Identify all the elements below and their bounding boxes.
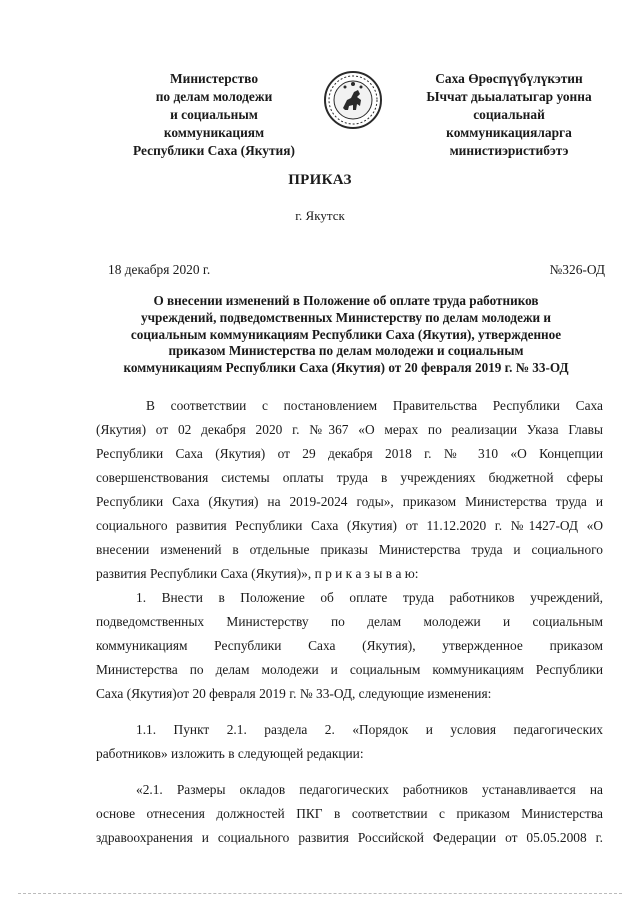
header-right-line: министиэристибэтэ	[449, 143, 569, 158]
text-line: (Якутия) от 02 декабря 2020 г. №367 «О мерах по реализации Указа Главы	[96, 422, 603, 437]
text-line: 1. Внести в Положение об оплате труда работников учреждений,	[136, 590, 603, 605]
text-line: Республики Саха (Якутия) на 2019-2024 годы», приказом Министерства труда и	[96, 494, 603, 509]
header-left-line: по делам молодежи	[155, 89, 273, 104]
subject-line: коммуникациям Республики Саха (Якутия) от 20 февраля 2019 г. № 33-ОД	[123, 360, 569, 376]
document-city: г. Якутск	[295, 208, 345, 223]
document-body	[96, 394, 603, 850]
header-left-line: Министерство	[169, 71, 259, 86]
text-line: «2.1. Размеры окладов педагогических работников устанавливается на	[136, 782, 603, 797]
subject-line: приказом Министерства по делам молодежи и социальным	[168, 343, 524, 359]
header-right-line: Саха Өрөспүүбүлүкэтин	[435, 71, 583, 86]
header-left-line: коммуникациям	[163, 125, 265, 140]
text-line: Республики Саха (Якутия) от 29 декабря 2018 г. № 310 «О Концепции	[96, 446, 603, 461]
item-1-paragraph	[96, 586, 603, 706]
preamble-paragraph	[96, 394, 603, 586]
sakha-coat-of-arms-icon	[323, 70, 383, 130]
text-line: здравоохранения и социального развития Российской Федерации от 05.05.2008 г.	[96, 830, 603, 845]
header-right-line: Ыччат дьыалатыгар уонна	[426, 89, 592, 104]
text-line: социального развития Республики Саха (Якутия) от 11.12.2020 г. №1427-ОД «О	[96, 518, 603, 533]
ministry-name-sakha	[402, 70, 616, 160]
text-line: Министерства по делам молодежи и социальным коммуникациям Республики	[96, 662, 603, 677]
subject-line: социальным коммуникациям Республики Саха (Якутия), утвержденное	[130, 326, 562, 342]
document-subject	[90, 293, 602, 377]
header-right-line: коммуникацияларга	[446, 125, 572, 140]
text-line: работников» изложить в следующей редакции:	[96, 746, 364, 761]
ministry-name-russian	[112, 70, 316, 160]
document-number: №326-ОД	[549, 262, 605, 277]
header-right-line: социальнай	[473, 107, 545, 122]
text-line: совершенствования системы оплаты труда в учреждениях бюджетной сферы	[96, 470, 603, 485]
document-title: ПРИКАЗ	[288, 172, 352, 188]
text-line: В соответствии с постановлением Правительства Республики Саха	[146, 398, 603, 413]
text-line: внесении изменений в отдельные приказы Министерства труда и социального	[96, 542, 603, 557]
text-line: Саха (Якутия)от 20 февраля 2019 г. № 33-ОД, следующие изменения:	[96, 686, 492, 701]
header-left-line: и социальным	[170, 107, 258, 122]
text-line: коммуникациям Республики Саха (Якутия), утвержденное приказом	[96, 638, 603, 653]
text-line: развития Республики Саха (Якутия)», п р и к а з ы в а ю:	[96, 566, 419, 581]
item-2-1-paragraph	[96, 778, 603, 850]
item-1-1-paragraph	[96, 718, 603, 766]
text-line: 1.1. Пункт 2.1. раздела 2. «Порядок и условия педагогических	[136, 722, 603, 737]
subject-line: О внесении изменений в Положение об оплате труда работников	[153, 293, 539, 308]
text-line: подведомственных Министерству по делам молодежи и социальным	[96, 614, 603, 629]
text-line: основе отнесения должностей ПКГ в соответствии с приказом Министерства	[96, 806, 603, 821]
page-bottom-divider	[18, 893, 622, 894]
header-left-line: Республики Саха (Якутия)	[133, 143, 295, 158]
subject-line: учреждений, подведомственных Министерству по делам молодежи и	[140, 309, 552, 325]
document-date: 18 декабря 2020 г.	[108, 262, 211, 277]
